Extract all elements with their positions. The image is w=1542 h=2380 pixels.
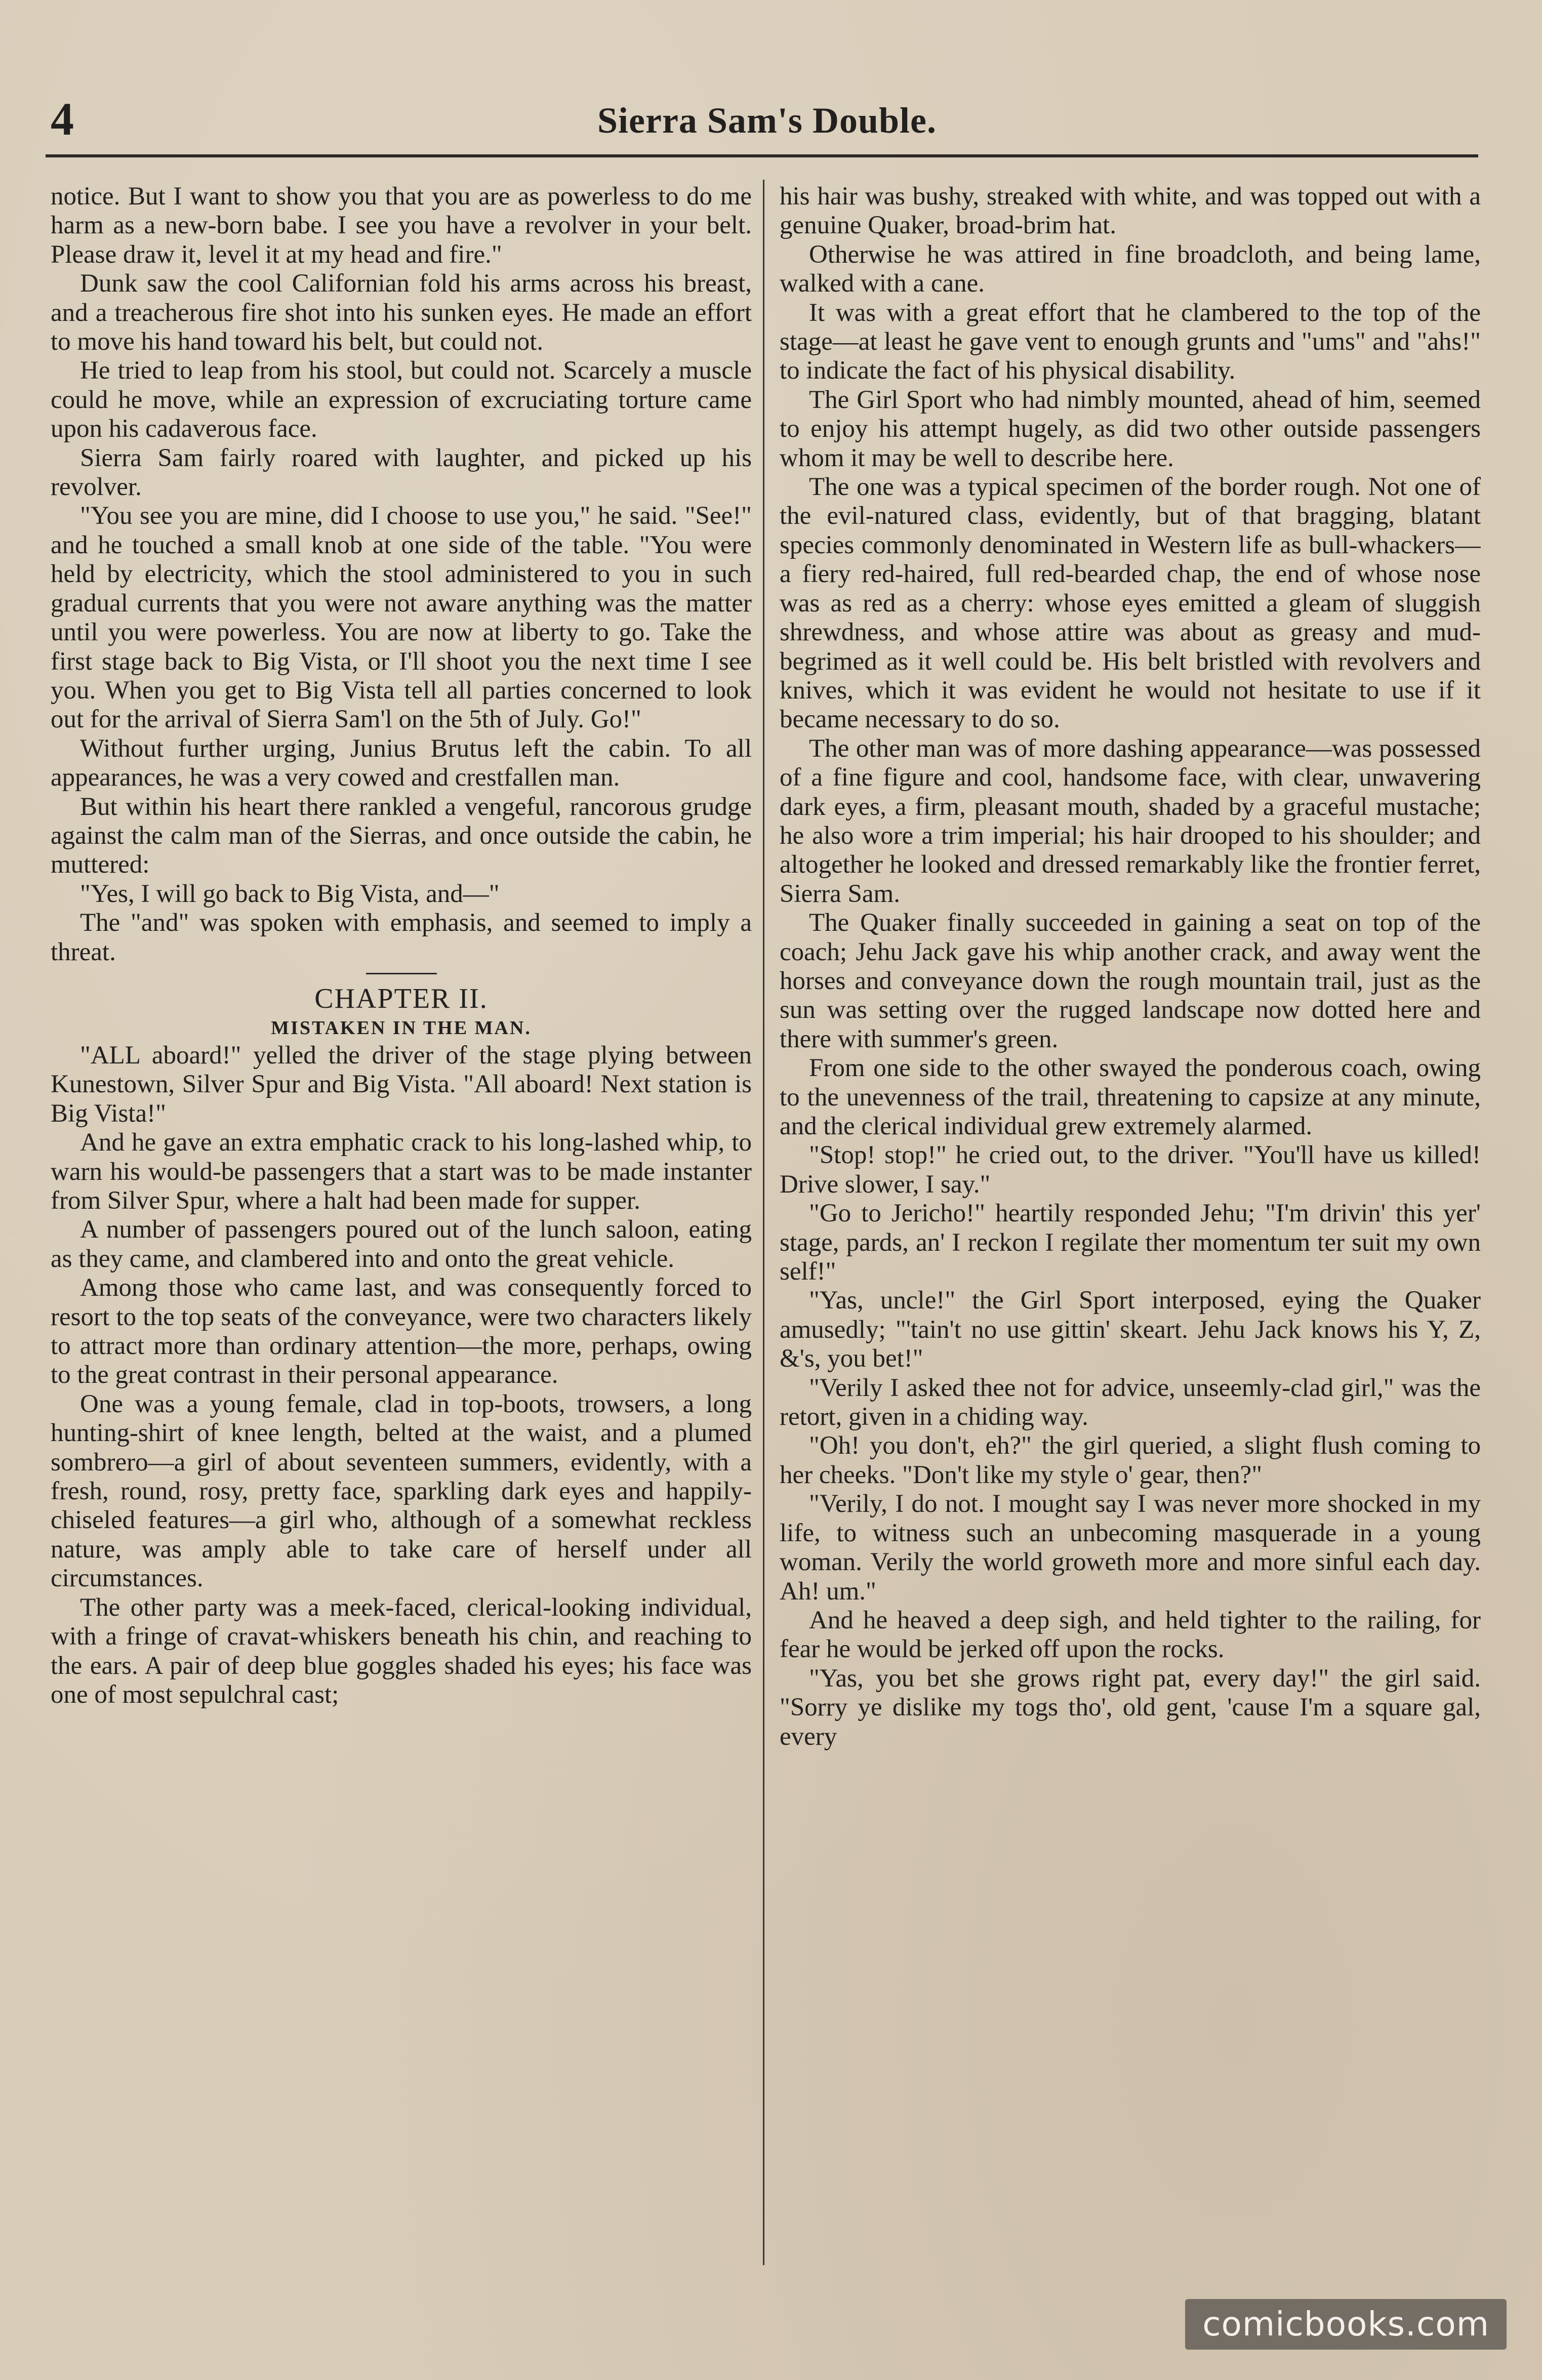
watermark: comicbooks.com — [1185, 2299, 1507, 2350]
paragraph: The other party was a meek-faced, clerical-looking individual, with a fringe of cravat-whiskers beneath his chin, and reaching to the ears. A pair of deep blue goggles shaded his eyes; his face was one of most sepulchral cast; — [51, 1593, 752, 1709]
chapter-rule — [366, 973, 437, 974]
chapter-heading: CHAPTER II. — [314, 982, 488, 1014]
paragraph: "You see you are mine, did I choose to use you," he said. "See!" and he touched a small knob at one side of the table. "You were held by electricity, which the stool administered to you in such gradual currents that you were not aware anything was the matter until you were powerless. You are now at liberty to go. Take the first stage back to Big Vista, or I'll shoot you the next time I see you. When you get to Big Vista tell all parties concerned to look out for the arrival of Sierra Sam'l on the 5th of July. Go!" — [51, 502, 752, 734]
column-divider — [763, 180, 764, 2265]
paragraph: "Verily, I do not. I mought say I was never more shocked in my life, to witness such an unbecoming masquerade in a young woman. Verily the world groweth more and more sinful each day. Ah! um." — [780, 1490, 1481, 1606]
paragraph: Dunk saw the cool Californian fold his arms across his breast, and a treacherous fire shot into his sunken eyes. He made an effort to move his hand toward his belt, but could not. — [51, 269, 752, 356]
paragraph: The one was a typical specimen of the border rough. Not one of the evil-natured class, evidently, but of that bragging, blatant species commonly denominated in Western life as bull-whackers—a fiery red-haired, full red-bearded chap, the end of whose nose was as red as a cherry: whose eyes emitted a gleam of sluggish shrewdness, and whose attire was about as greasy and mud-begrimed as it well could be. His belt bristled with revolvers and knives, which it was evident he would not hesitate to use if it became necessary to do so. — [780, 473, 1481, 734]
paragraph: A number of passengers poured out of the lunch saloon, eating as they came, and clambered into and onto the great vehicle. — [51, 1215, 752, 1273]
paragraph: The "and" was spoken with emphasis, and seemed to imply a threat. — [51, 909, 752, 966]
right-column — [780, 182, 1481, 2278]
paragraph: And he gave an extra emphatic crack to his long-lashed whip, to warn his would-be passengers that a start was to be made instanter from Silver Spur, where a halt had been made for supper. — [51, 1128, 752, 1215]
paragraph: The Quaker finally succeeded in gaining a seat on top of the coach; Jehu Jack gave his whip another crack, and away went the horses and conveyance down the rough mountain trail, just as the sun was setting over the rugged landscape now dotted here and there with summer's green. — [780, 909, 1481, 1053]
paragraph: Otherwise he was attired in fine broadcloth, and being lame, walked with a cane. — [780, 240, 1481, 298]
paragraph: notice. But I want to show you that you are as powerless to do me harm as a new-born babe. I see you have a revolver in your belt. Please draw it, level it at my head and fire." — [51, 182, 752, 269]
chapter-subtitle: MISTAKEN IN THE MAN. — [271, 1017, 532, 1039]
paragraph: Without further urging, Junius Brutus left the cabin. To all appearances, he was a very cowed and crestfallen man. — [51, 734, 752, 792]
running-title: Sierra Sam's Double. — [597, 100, 937, 141]
header-rule — [46, 154, 1478, 157]
paragraph: "Go to Jericho!" heartily responded Jehu; "I'm drivin' this yer' stage, pards, an' I reckon I regilate ther momentum ter suit my own self!" — [780, 1199, 1481, 1286]
paragraph: It was with a great effort that he clambered to the top of the stage—at least he gave vent to enough grunts and "ums" and "ahs!" to indicate the fact of his physical disability. — [780, 298, 1481, 385]
paragraph: The Girl Sport who had nimbly mounted, ahead of him, seemed to enjoy his attempt hugely, as did two other outside passengers whom it may be well to describe here. — [780, 385, 1481, 472]
paragraph: "Stop! stop!" he cried out, to the driver. "You'll have us killed! Drive slower, I say." — [780, 1141, 1481, 1199]
paragraph: his hair was bushy, streaked with white, and was topped out with a genuine Quaker, broad-brim hat. — [780, 182, 1481, 240]
paragraph: "Oh! you don't, eh?" the girl queried, a slight flush coming to her cheeks. "Don't like my style o' gear, then?" — [780, 1431, 1481, 1489]
paragraph: "Verily I asked thee not for advice, unseemly-clad girl," was the retort, given in a chiding way. — [780, 1373, 1481, 1431]
paragraph: From one side to the other swayed the ponderous coach, owing to the unevenness of the trail, threatening to capsize at any minute, and the clerical individual grew extremely alarmed. — [780, 1054, 1481, 1140]
paragraph: "Yas, you bet she grows right pat, every day!" the girl said. "Sorry ye dislike my togs tho', old gent, 'cause I'm a square gal, every — [780, 1664, 1481, 1751]
paragraph: And he heaved a deep sigh, and held tighter to the railing, for fear he would be jerked off upon the rocks. — [780, 1606, 1481, 1664]
paragraph: The other man was of more dashing appearance—was possessed of a fine figure and cool, handsome face, with clear, unwavering dark eyes, a firm, pleasant mouth, shaded by a graceful mustache; he also wore a trim imperial; his hair drooped to his shoulder; and altogether he looked and dressed remarkably like the frontier ferret, Sierra Sam. — [780, 734, 1481, 908]
paragraph: Sierra Sam fairly roared with laughter, and picked up his revolver. — [51, 443, 752, 502]
left-column — [51, 182, 752, 2278]
paragraph: He tried to leap from his stool, but could not. Scarcely a muscle could he move, while an expression of excruciating torture came upon his cadaverous face. — [51, 356, 752, 443]
paragraph: "Yas, uncle!" the Girl Sport interposed, eying the Quaker amusedly; "'tain't no use gittin' skeart. Jehu Jack knows his Y, Z, &'s, you bet!" — [780, 1286, 1481, 1373]
paragraph: "Yes, I will go back to Big Vista, and—" — [80, 879, 500, 908]
paragraph: "ALL aboard!" yelled the driver of the stage plying between Kunestown, Silver Spur and Big Vista. "All aboard! Next station is Big Vista!" — [51, 1041, 752, 1128]
page-number: 4 — [51, 93, 74, 145]
paragraph: Among those who came last, and was consequently forced to resort to the top seats of the conveyance, were two characters likely to attract more than ordinary attention—the more, perhaps, owing to the great contrast in their personal appearance. — [51, 1274, 752, 1389]
paragraph: But within his heart there rankled a vengeful, rancorous grudge against the calm man of the Sierras, and once outside the cabin, he muttered: — [51, 792, 752, 879]
paragraph: One was a young female, clad in top-boots, trowsers, a long hunting-shirt of knee length, belted at the waist, and a plumed sombrero—a girl of about seventeen summers, evidently, with a fresh, round, rosy, pretty face, sparkling dark eyes and happily-chiseled features—a girl who, although of a somewhat reckless nature, was amply able to take care of herself under all circumstances. — [51, 1389, 752, 1593]
page-header — [51, 94, 1483, 149]
